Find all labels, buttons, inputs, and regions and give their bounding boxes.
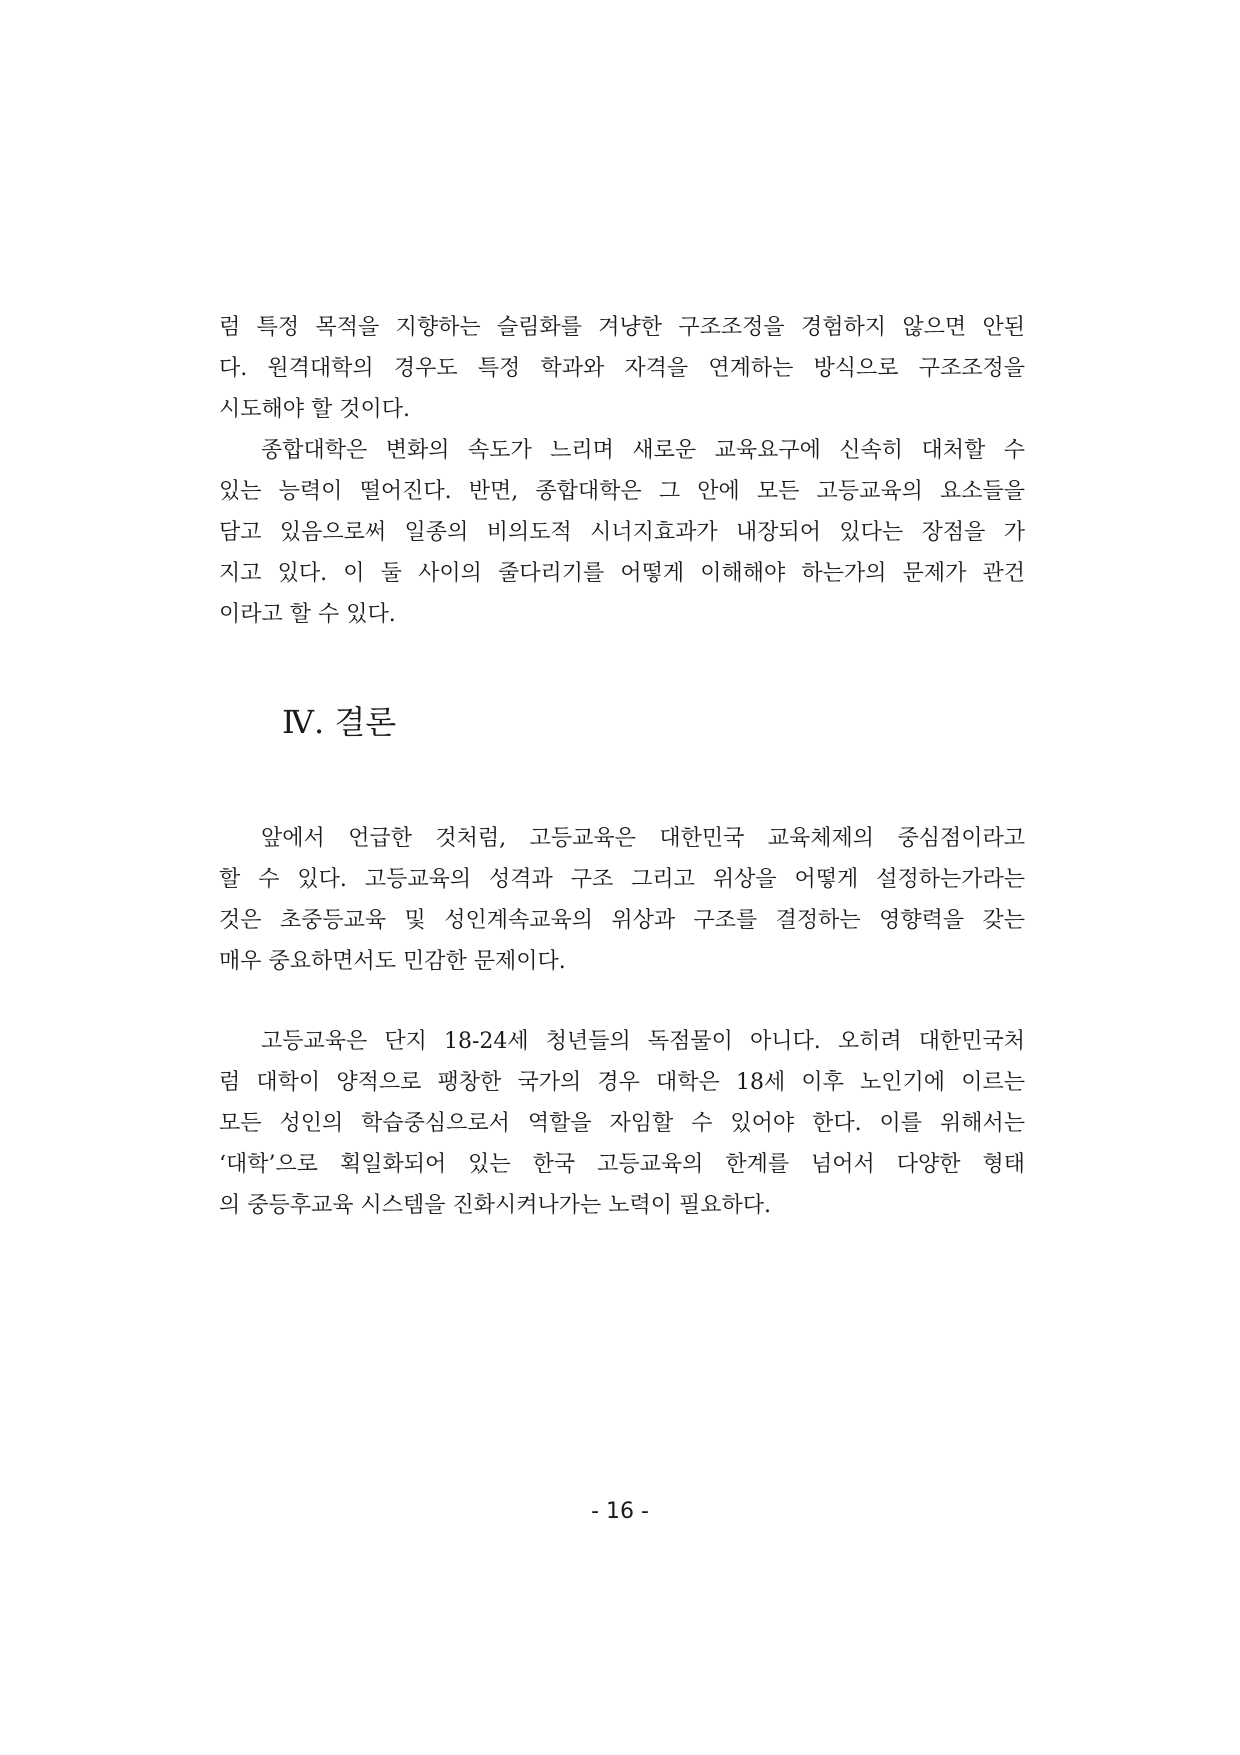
paragraph-line: 종합대학은 변화의 속도가 느리며 새로운 교육요구에 신속히 대처할 수 <box>261 438 1025 463</box>
paragraph-line: 매우 중요하면서도 민감한 문제이다. <box>219 949 566 974</box>
paragraph-line: 있는 능력이 떨어진다. 반면, 종합대학은 그 안에 모든 고등교육의 요소들을 <box>219 479 1025 504</box>
paragraph-line: 시도해야 할 것이다. <box>219 397 410 422</box>
paragraph-line: 앞에서 언급한 것처럼, 고등교육은 대한민국 교육체제의 중심점이라고 <box>261 826 1025 851</box>
paragraph-line: 지고 있다. 이 둘 사이의 줄다리기를 어떻게 이해해야 하는가의 문제가 관건 <box>219 561 1025 586</box>
paragraph-line: 의 중등후교육 시스템을 진화시켜나가는 노력이 필요하다. <box>219 1193 772 1218</box>
paragraph-line: 럼 대학이 양적으로 팽창한 국가의 경우 대학은 18세 이후 노인기에 이르는 <box>219 1070 1025 1095</box>
paragraph-comprehensive-university <box>219 430 1025 635</box>
paragraph-line: 것은 초중등교육 및 성인계속교육의 위상과 구조를 결정하는 영향력을 갖는 <box>219 908 1025 933</box>
paragraph-line: 담고 있음으로써 일종의 비의도적 시너지효과가 내장되어 있다는 장점을 가 <box>219 520 1025 545</box>
paragraph-line: 고등교육은 단지 18-24세 청년들의 독점물이 아니다. 오히려 대한민국처 <box>261 1029 1025 1054</box>
paragraph-line: 럼 특정 목적을 지향하는 슬림화를 겨냥한 구조조정을 경험하지 않으면 안된 <box>219 315 1025 340</box>
section-heading-conclusion: Ⅳ. 결론 <box>282 703 397 741</box>
paragraph-line: ‘대학’으로 획일화되어 있는 한국 고등교육의 한계를 넘어서 다양한 형태 <box>219 1152 1025 1177</box>
paragraph-line: 모든 성인의 학습중심으로서 역할을 자임할 수 있어야 한다. 이를 위해서는 <box>219 1111 1025 1136</box>
paragraph-conclusion-2 <box>219 1021 1025 1226</box>
page-number: - 16 - <box>591 1499 649 1524</box>
paragraph-line: 할 수 있다. 고등교육의 성격과 구조 그리고 위상을 어떻게 설정하는가라는 <box>219 867 1025 892</box>
paragraph-line: 이라고 할 수 있다. <box>219 602 396 627</box>
continuation-paragraph <box>219 307 1025 430</box>
paragraph-conclusion-1 <box>219 818 1025 982</box>
paragraph-line: 다. 원격대학의 경우도 특정 학과와 자격을 연계하는 방식으로 구조조정을 <box>219 356 1025 381</box>
